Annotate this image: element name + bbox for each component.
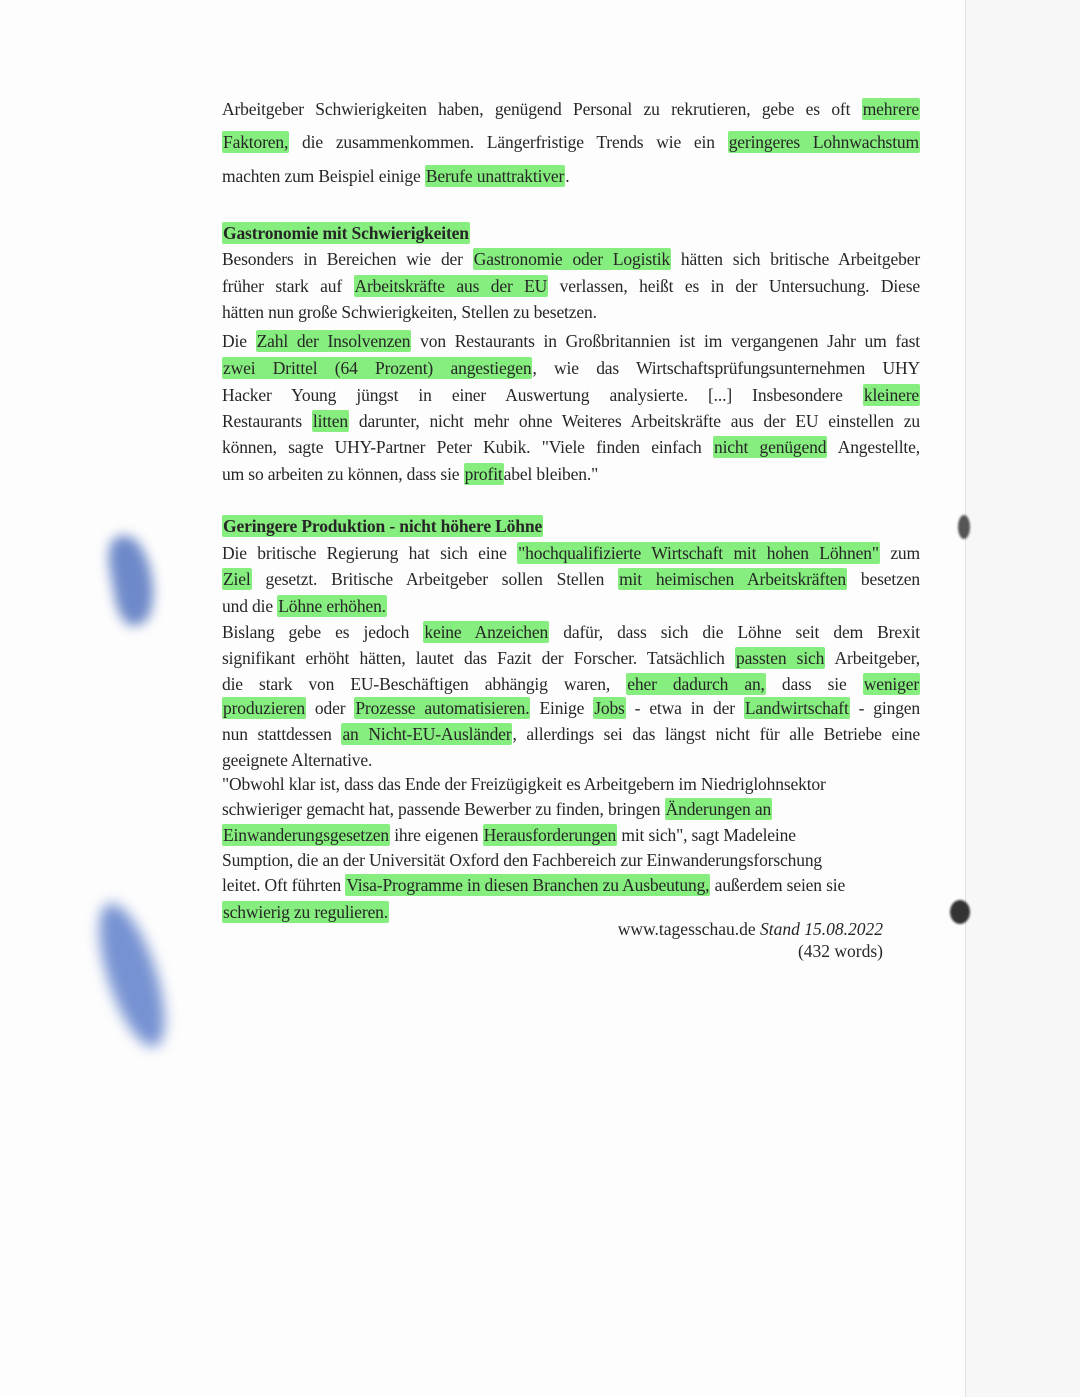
word-count: (432 words): [797, 941, 883, 961]
text-segment: hätten sich britische Arbeitgeber: [671, 249, 921, 269]
text-segment: die zusammenkommen. Längerfristige Trends wie ein: [289, 132, 728, 152]
text-segment: mit sich", sagt Madeleine: [617, 825, 796, 845]
text-segment: können, sagte UHY-Partner Peter Kubik. "Viele finden einfach: [222, 437, 713, 457]
text-line: [222, 301, 920, 323]
text-segment: Die: [222, 331, 256, 351]
text-line: [222, 673, 920, 695]
text-segment: früher stark auf: [222, 276, 354, 296]
text-segment: Restaurants: [222, 411, 312, 431]
text-line: [222, 542, 920, 564]
text-line: [222, 824, 920, 846]
highlighted-text: mehrere: [862, 99, 919, 119]
text-line: [222, 131, 920, 153]
highlighted-text: Änderungen an: [665, 799, 772, 819]
highlighted-text: schwierig zu regulieren.: [223, 902, 389, 922]
text-line: [222, 410, 920, 432]
highlighted-text: eher dadurch an,: [627, 674, 765, 694]
text-segment: schwieriger gemacht hat, passende Bewerber zu finden, bringen: [222, 799, 665, 819]
text-line: [222, 749, 920, 771]
highlighted-text: Arbeitskräfte aus der EU: [354, 276, 548, 296]
highlighted-text: geringeres Lohnwachstum: [728, 132, 919, 152]
text-line: [222, 165, 920, 187]
text-line: [222, 357, 920, 379]
text-line: [222, 248, 920, 270]
highlighted-text: Gastronomie mit Schwierigkeiten: [223, 223, 469, 243]
text-segment: dass sie: [765, 674, 863, 694]
section-heading: [222, 515, 920, 537]
highlighted-text: Löhne erhöhen.: [278, 596, 386, 616]
text-segment: Die britische Regierung hat sich eine: [222, 543, 518, 563]
text-line: [222, 595, 920, 617]
text-segment: außerdem seien sie: [710, 875, 846, 895]
text-segment: machten zum Beispiel einige: [222, 166, 425, 186]
highlighted-text: Prozesse automatisieren.: [355, 698, 530, 718]
page-edge: [965, 0, 1080, 1397]
text-segment: hätten nun große Schwierigkeiten, Stellen zu besetzen.: [222, 302, 597, 322]
text-segment: .: [565, 166, 570, 186]
text-line: [222, 723, 920, 745]
text-segment: dafür, dass sich die Löhne seit dem Brexit: [549, 622, 920, 642]
text-segment: Besonders in Bereichen wie der: [222, 249, 473, 269]
text-segment: signifikant erhöht hätten, lautet das Fazit der Forscher. Tatsächlich: [222, 648, 735, 668]
highlighted-text: Visa-Programme in diesen Branchen zu Ausbeutung,: [346, 875, 710, 895]
highlighted-text: Einwanderungsgesetzen: [223, 825, 389, 845]
highlighted-text: nicht genügend: [713, 437, 827, 457]
blue-ink-mark: [104, 532, 159, 628]
punch-hole-mark: [958, 515, 970, 539]
text-line: [222, 568, 920, 590]
text-line: [222, 849, 920, 871]
text-segment: leitet. Oft führten: [222, 875, 346, 895]
text-segment: abel bleiben.": [503, 464, 599, 484]
text-line: [222, 98, 920, 120]
highlighted-text: passten sich: [735, 648, 825, 668]
text-segment: darunter, nicht mehr ohne Weiteres Arbeitskräfte aus der EU einstellen zu: [349, 411, 920, 431]
text-segment: Bislang gebe es jedoch: [222, 622, 424, 642]
text-segment: Hacker Young jüngst in einer Auswertung analysierte. [...] Insbesondere: [222, 385, 863, 405]
text-segment: , wie das Wirtschaftsprüfungsunternehmen UHY: [532, 358, 920, 378]
text-line: [222, 436, 920, 458]
section-heading: [222, 222, 920, 244]
highlighted-text: Herausforderungen: [483, 825, 617, 845]
text-segment: - gingen: [849, 698, 921, 718]
highlighted-text: "hochqualifizierte Wirtschaft mit hohen Löhnen": [518, 543, 879, 563]
highlighted-text: keine Anzeichen: [424, 622, 549, 642]
source-site: www.tagesschau.de: [617, 919, 760, 939]
text-segment: - etwa in der: [625, 698, 744, 718]
text-segment: oder: [305, 698, 355, 718]
highlighted-text: mit heimischen Arbeitskräften: [619, 569, 847, 589]
text-segment: "Obwohl klar ist, dass das Ende der Freizügigkeit es Arbeitgebern im Niedriglohnsektor: [222, 774, 826, 794]
source-date: Stand 15.08.2022: [760, 919, 883, 939]
text-line: [222, 621, 920, 643]
highlighted-text: Ziel: [223, 569, 251, 589]
highlighted-text: litten: [312, 411, 348, 431]
text-segment: besetzen: [847, 569, 920, 589]
text-line: [222, 384, 920, 406]
highlighted-text: Berufe unattraktiver: [425, 166, 565, 186]
text-segment: Arbeitgeber,: [825, 648, 920, 668]
text-segment: verlassen, heißt es in der Untersuchung. Diese: [548, 276, 920, 296]
text-line: [222, 697, 920, 719]
text-segment: Sumption, die an der Universität Oxford den Fachbereich zur Einwanderungsforschung: [222, 850, 823, 870]
source-line: [618, 918, 883, 940]
blue-ink-mark: [86, 896, 178, 1053]
text-segment: und die: [222, 596, 278, 616]
text-line: [222, 798, 920, 820]
text-segment: nun stattdessen: [222, 724, 342, 744]
highlighted-text: Geringere Produktion - nicht höhere Löhne: [223, 516, 543, 536]
text-segment: gesetzt. Britische Arbeitgeber sollen Stellen: [251, 569, 619, 589]
text-segment: Arbeitgeber Schwierigkeiten haben, genügend Personal zu rekrutieren, gebe es oft: [222, 99, 862, 119]
highlighted-text: profit: [464, 464, 503, 484]
text-line: [222, 874, 920, 896]
highlighted-text: weniger: [863, 674, 920, 694]
highlighted-text: Faktoren,: [223, 132, 289, 152]
text-line: [222, 647, 920, 669]
text-segment: Angestellte,: [827, 437, 920, 457]
highlighted-text: Landwirtschaft: [744, 698, 849, 718]
text-segment: zum: [879, 543, 920, 563]
text-line: [222, 773, 920, 795]
text-segment: Einige: [530, 698, 594, 718]
text-segment: um so arbeiten zu können, dass sie: [222, 464, 464, 484]
text-line: [222, 275, 920, 297]
highlighted-text: produzieren: [223, 698, 305, 718]
highlighted-text: zwei Drittel (64 Prozent) angestiegen: [223, 358, 532, 378]
highlighted-text: an Nicht-EU-Ausländer: [342, 724, 512, 744]
text-segment: , allerdings sei das längst nicht für alle Betriebe eine: [512, 724, 920, 744]
text-segment: die stark von EU-Beschäftigen abhängig waren,: [222, 674, 627, 694]
text-segment: von Restaurants in Großbritannien ist im vergangenen Jahr um fast: [411, 331, 920, 351]
highlighted-text: Jobs: [594, 698, 625, 718]
text-line: [222, 330, 920, 352]
text-segment: geeignete Alternative.: [222, 750, 373, 770]
text-segment: ihre eigenen: [389, 825, 483, 845]
punch-hole-mark: [950, 900, 970, 924]
highlighted-text: Gastronomie oder Logistik: [473, 249, 671, 269]
text-line: [222, 463, 920, 485]
highlighted-text: kleinere: [863, 385, 919, 405]
highlighted-text: Zahl der Insolvenzen: [256, 331, 411, 351]
